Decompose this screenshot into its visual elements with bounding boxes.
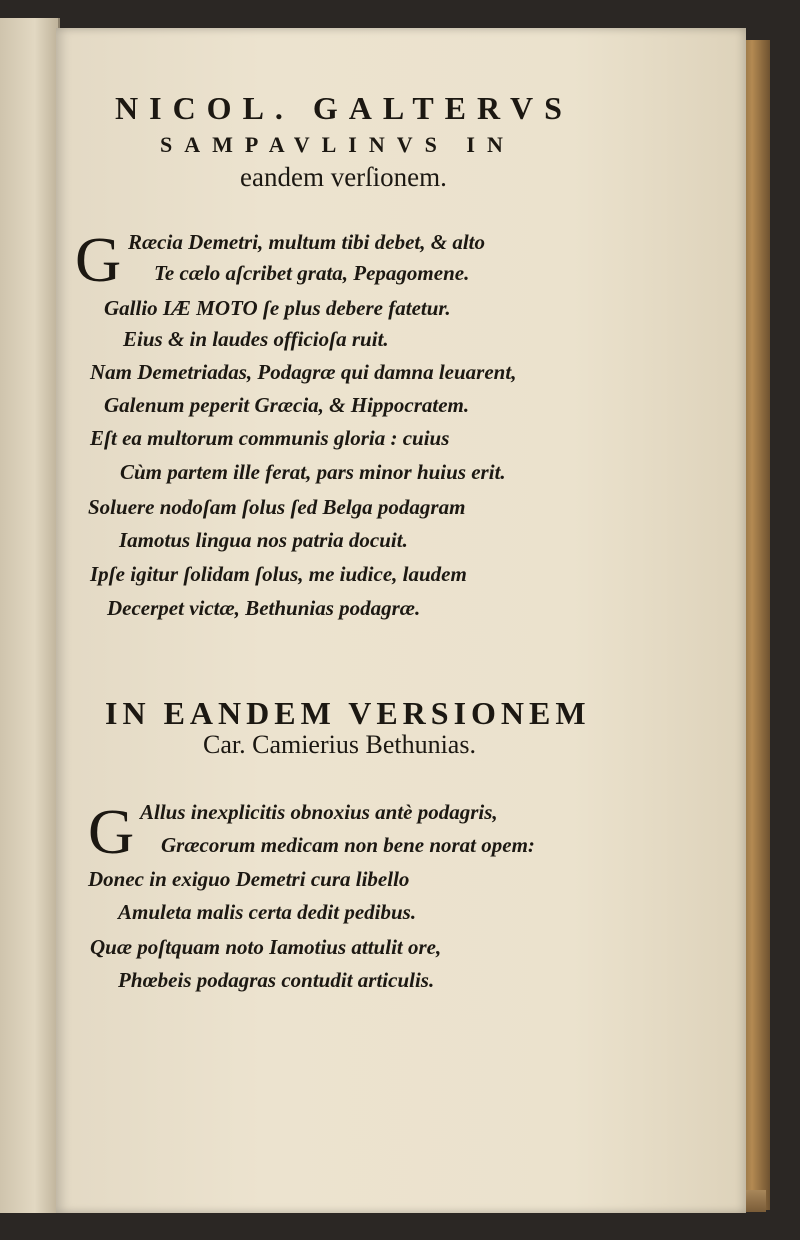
verse-line: Quæ poſtquam noto Iamotius attulit ore, — [90, 935, 442, 959]
verse-line: Decerpet victæ, Bethunias podagræ. — [107, 596, 421, 620]
verse-line: Ipſe igitur ſolidam ſolus, me iudice, laudem — [90, 562, 467, 586]
verse-line: Soluere nodoſam ſolus ſed Belga podagram — [88, 495, 466, 519]
drop-cap: G — [75, 224, 122, 295]
verse-line: Iamotus lingua nos patria docuit. — [119, 528, 408, 552]
heading-author: NICOL. GALTERVS — [115, 90, 573, 126]
verse-line: Donec in exiguo Demetri cura libello — [88, 867, 410, 891]
verse-line: Phœbeis podagras contudit articulis. — [118, 968, 435, 992]
verse-line: Te cælo aſcribet grata, Pepagomene. — [154, 261, 470, 285]
previous-page-edge — [0, 18, 60, 1213]
verse-line: Eius & in laudes officioſa ruit. — [123, 327, 389, 351]
verse-line: Amuleta malis certa dedit pedibus. — [118, 900, 417, 924]
heading-author-line2: SAMPAVLINVS IN — [160, 132, 515, 157]
verse-line: Cùm partem ille ferat, pars minor huius erit. — [120, 460, 506, 484]
verse-line: Gallio IÆ MOTO ſe plus debere fatetur. — [104, 296, 451, 320]
verse-line: Allus inexplicitis obnoxius antè podagris, — [140, 800, 498, 824]
heading-second-poem: IN EANDEM VERSIONEM — [105, 695, 591, 731]
drop-cap: G — [88, 796, 135, 867]
verse-line: Græcorum medicam non bene norat opem: — [161, 833, 535, 857]
heading-second-author: Car. Camierius Bethunias. — [203, 730, 476, 759]
heading-subtitle: eandem verſionem. — [240, 162, 447, 192]
verse-line: Ræcia Demetri, multum tibi debet, & alto — [128, 230, 485, 254]
verse-line: Galenum peperit Græcia, & Hippocratem. — [104, 393, 470, 417]
verse-line: Nam Demetriadas, Podagræ qui damna leuarent, — [90, 360, 517, 384]
verse-line: Eſt ea multorum communis gloria : cuius — [90, 426, 450, 450]
